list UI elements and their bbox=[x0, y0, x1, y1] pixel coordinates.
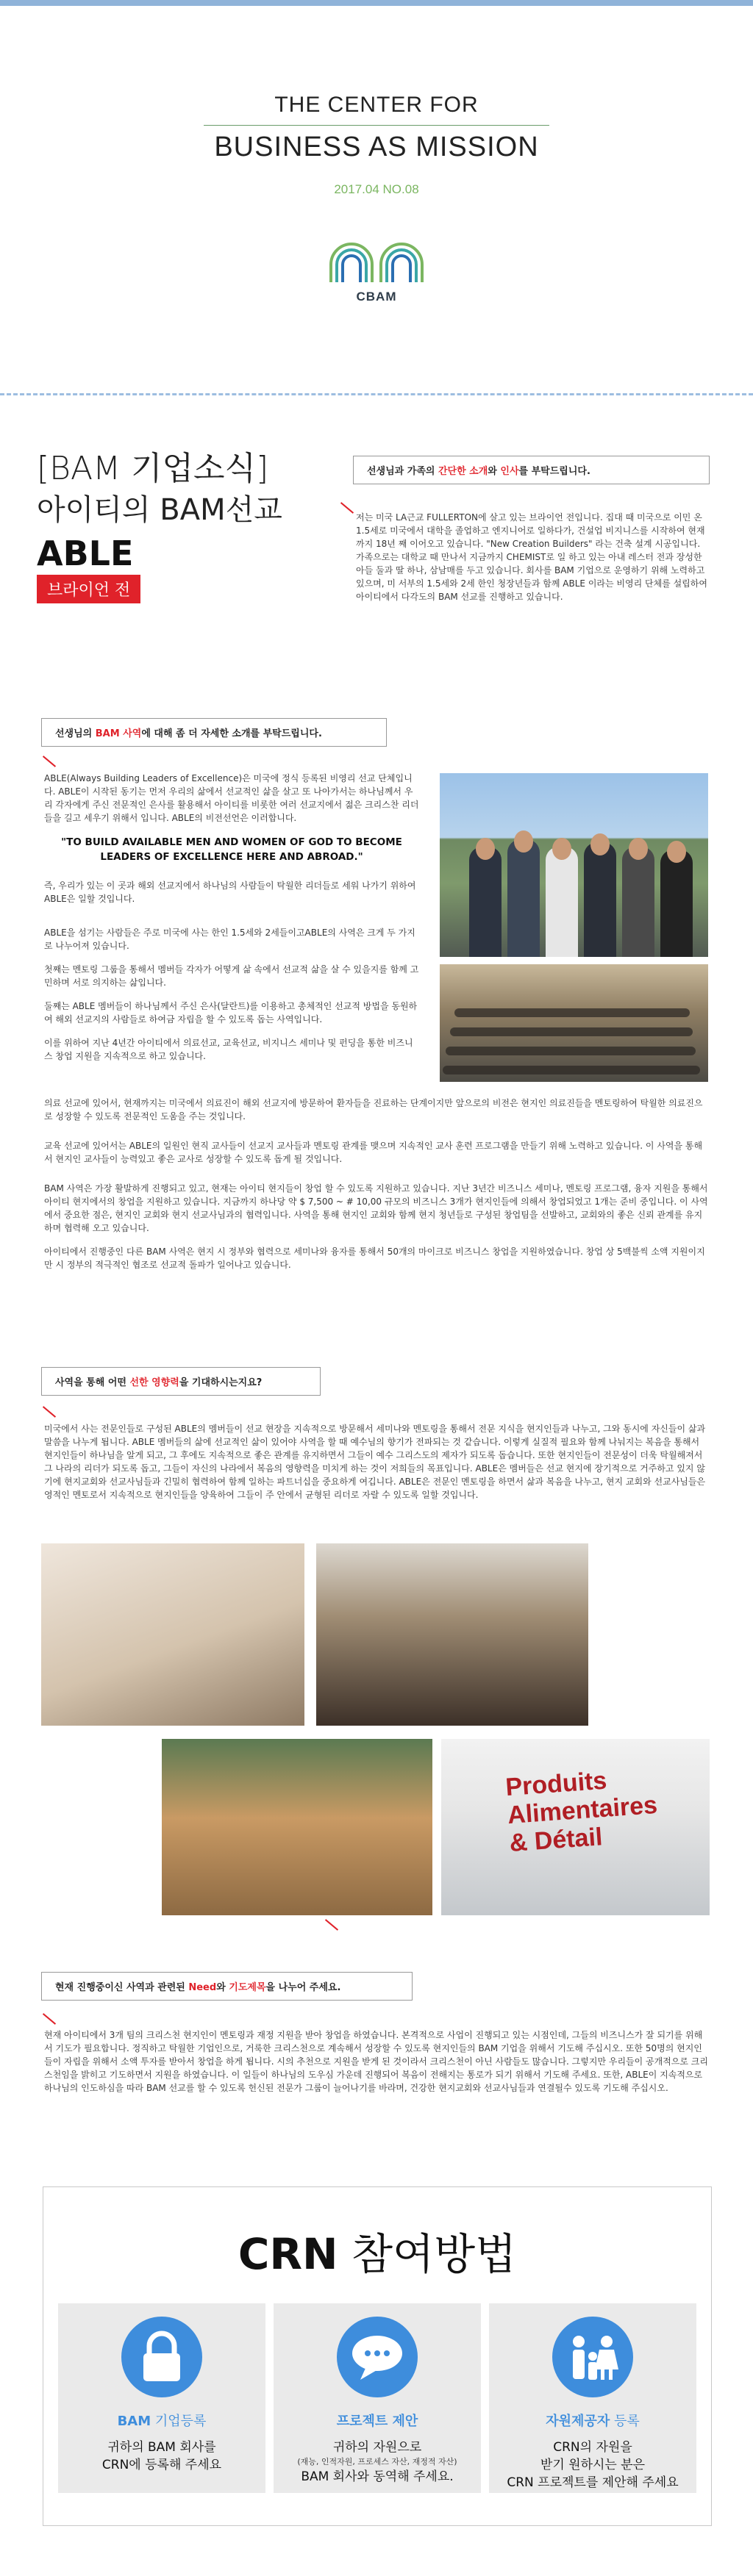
answer-1 bbox=[356, 511, 709, 614]
red-slash-mark bbox=[325, 1919, 338, 1931]
card-description: 귀하의 자원으로 (재능, 인적자원, 프로세스 자산, 재정적 자산) BAM 회사와 동역해 주세요. bbox=[297, 2440, 457, 2484]
card-title: 자원제공자 등록 bbox=[546, 2414, 640, 2429]
crn-title bbox=[43, 2220, 711, 2281]
issue-number: 2017.04 NO.08 bbox=[334, 182, 419, 196]
article-category: [BAM 기업소식] bbox=[37, 450, 269, 487]
question-highlight: 간단한 소개 bbox=[438, 466, 488, 477]
paragraph: 첫째는 멘토링 그룹을 통해서 멤버들 각자가 어떻게 삶 속에서 선교적 삶을 살 수 있을지를 함께 고민하며 서로 의지하는 삶입니다. bbox=[44, 964, 419, 988]
organization-name: ABLE bbox=[37, 534, 134, 573]
paragraph: 즉, 우리가 있는 이 곳과 해외 선교지에서 하나님의 사람들이 탁월한 리더들로 세워 나가기 위하여 ABLE은 일할 것입니다. bbox=[44, 880, 416, 904]
shop-sign-graphic: Produits Alimentaires & Détail bbox=[504, 1766, 659, 1857]
red-slash-mark bbox=[43, 1406, 56, 1418]
crn-card-resource-provider[interactable] bbox=[489, 2303, 696, 2493]
cbam-logo bbox=[318, 238, 435, 304]
question-highlight: BAM 사역 bbox=[95, 728, 142, 739]
dashed-divider bbox=[0, 393, 753, 395]
paragraph: 이를 위하여 지난 4년간 아이티에서 의료선교, 교육선교, 비지니스 세미나 및 펀딩을 통한 비즈니스 창업 지원을 지속적으로 하고 있습니다. bbox=[44, 1038, 413, 1061]
paragraph: 의료 선교에 있어서, 현재까지는 미국에서 의료진이 해외 선교지에 방문하여 환자들을 진료하는 단계이지만 앞으로의 비전은 현지인 의료진들을 멘토링하여 탁월한 의료진으로 성장할 수 있도록 전문적인 도움을 주는 것입니다. bbox=[44, 1098, 703, 1122]
newsletter-header bbox=[0, 6, 753, 197]
crn-card-project-proposal[interactable] bbox=[274, 2303, 481, 2493]
paragraph: 아이티에서 진행중인 다른 BAM 사역은 현지 시 정부와 협력으로 세미나와 융자를 통해서 50개의 마이크로 비즈니스 창업을 지원하였습니다. 창업 상 5백불씩 소액 지원이지만 시 정부의 적극적인 협조로 선교적 돌파가 일어나고 있습니다. bbox=[44, 1246, 705, 1270]
question-highlight: 기도제목 bbox=[229, 1982, 266, 1993]
chat-icon bbox=[337, 2317, 418, 2397]
red-slash-mark bbox=[43, 2013, 56, 2025]
answer-paragraph: 저는 미국 LA근교 FULLERTON에 살고 있는 브라이언 전입니다. 집대 때 미국으로 이민 온 1.5세로 미국에서 대학을 졸업하고 엔지니어로 일하다가, 건설업 비지니스를 시작하여 현재까지 18년 째 이어오고 있습니다. "New Creation Builders" 라는 건축 설계 시공입니다. 가족으로는 대학교 때 만나서 지금까지 CHEMIST로 일 하고 있는 아내 레스터 전과 장성한 아들 둘과 딸 하나, 삼남매를 두고 있습니다. 회사를 BAM 기업으로 운영하기 위해 노력하고 있으며, 미 서부의 1.5세와 2세 한인 청장년들과 함께 ABLE 이라는 비영리 단체를 설립하여 아이티에서 다각도의 BAM 선교를 진행하고 있습니다. bbox=[356, 512, 707, 602]
question-box-3 bbox=[41, 1367, 321, 1396]
shop-owner-photo bbox=[441, 1739, 710, 1915]
question-text: 선생님의 bbox=[55, 728, 96, 739]
question-text: 현재 진행중이신 사역과 관련된 bbox=[55, 1982, 189, 1993]
red-slash-mark bbox=[43, 756, 56, 767]
lecture-photo bbox=[41, 1543, 304, 1726]
crn-title-light: 참여방법 bbox=[338, 2229, 517, 2279]
question-highlight: Need bbox=[188, 1982, 217, 1993]
card-title: 프로젝트 제안 bbox=[336, 2414, 418, 2429]
paragraph: 둘째는 ABLE 멤버들이 하나님께서 주신 은사(달란트)를 이용하고 총체적인 선교적 방법을 동원하여 해외 선교지의 사람들로 하여금 자립을 할 수 있도록 돕는 사역입니다. bbox=[44, 1001, 418, 1025]
question-highlight: 인사 bbox=[500, 466, 519, 477]
header-line2: BUSINESS AS MISSION bbox=[214, 132, 539, 162]
paragraph: ABLE(Always Building Leaders of Excellence)은 미국에 정식 등록된 비영리 선교 단체입니다. ABLE이 시작된 동기는 먼저 우리의 삶에서 선교적인 삶을 살고 또 나아가서는 하나님께서 우리 각자에게 주신 전문적인 은사를 활용해서 아이티를 비롯한 여러 선교지에서 젊은 크리스찬 리더들을 길고 세우기 위해서 입니다. ABLE의 비전선언은 이러합니다. bbox=[44, 773, 419, 823]
question-text: 와 bbox=[216, 1982, 229, 1993]
question-text: 을 기대하시는지요? bbox=[179, 1377, 263, 1388]
section2-wide-text bbox=[44, 1097, 710, 1282]
article-title-block bbox=[37, 448, 346, 603]
card-description: 귀하의 BAM 회사를 CRN에 등록해 주세요 bbox=[101, 2440, 222, 2472]
question-text: 사역을 통해 어떤 bbox=[55, 1377, 130, 1388]
family-icon bbox=[552, 2317, 633, 2397]
crn-participation-box bbox=[43, 2186, 712, 2526]
header-line1: THE CENTER FOR bbox=[274, 93, 479, 117]
lock-icon bbox=[121, 2317, 202, 2397]
team-group-photo bbox=[440, 773, 708, 957]
paragraph: 미국에서 사는 전문인들로 구성된 ABLE의 멤버들이 선교 현장을 지속적으로 방문해서 세미나와 멘토링을 통해서 전문 지식을 현지인들과 나누고, 그와 동시에 자신들이 삶과 말씀을 나누게 됩니다. ABLE 멤버들의 삶에 선교적인 삶이 있어야 사역을 할 때 예수님의 향기가 전파되는 것 같습니다. 이렇게 실질적 필요와 함께 나눠지는 복음을 통해서 현지인들이 하나님을 알게 되고, 그 후에도 지속적으로 좋은 관계를 유지하면서 그들이 예수 그리스도의 제자가 되도록 돕습니다. 또한 현지인들이 전문성이 더욱 탁월해져서 그 나라의 리더가 되도록 돕고, 그들이 자신의 나라에서 복음의 영향력을 미치게 하는 것이 저희들의 목표입니다. ABLE은 멤버들은 선교 현지에 장기적으로 거주하고 있지 않기에 현지교회와 선교사님들과 긴밀히 협력하여 함께 일하는 파트너십을 중요하게 여깁니다. ABLE은 전문인 멘토링을 하면서 삶과 복음을 나누고, 현지 교회와 선교사님들은 영적인 멘토로서 지속적으로 현지인들을 양육하여 그들이 주 안에서 균형된 리더로 자랄 수 있도록 일할 것입니다. bbox=[44, 1424, 706, 1500]
seminar-room-photo bbox=[440, 964, 708, 1082]
question-box-2 bbox=[41, 718, 387, 747]
question-highlight: 선한 영향력 bbox=[129, 1377, 179, 1388]
author-badge: 브라이언 전 bbox=[37, 575, 140, 603]
section3-text bbox=[44, 1422, 710, 1512]
card-title: BAM 기업등록 bbox=[117, 2414, 207, 2429]
card-description: CRN의 자원을 받기 원하시는 분은 CRN 프로젝트를 제안해 주세요 bbox=[507, 2440, 679, 2490]
question-text: 와 bbox=[488, 466, 501, 477]
paragraph: BAM 사역은 가장 활발하게 진행되고 있고, 현재는 아이티 현지들이 창업 할 수 있도록 지원하고 있습니다. 지난 3년간 비즈니스 세미나, 멘토링 프로그램, 융자 지원을 통해서 아이티 현지에서의 창업을 지원하고 있습니다. 지금까지 하나당 약 $ 7,500 ~ # 10,00 규모의 비즈니스 3개가 현지인들에 의해서 창업되었고 1개는 준비 중입니다. 이 사역에서 중요한 점은, 현지인 교회와 현지 선교사님과의 협력입니다. 사역을 통해 현지인 교회와 함께 현지 청년들로 구성된 창업팀을 선발하고, 교회와의 좋은 신뢰 관계를 유지하며 협력해 오고 있습니다. bbox=[44, 1183, 708, 1233]
question-box-4 bbox=[41, 1972, 413, 2001]
header-rule bbox=[204, 125, 549, 126]
section2-text-column bbox=[44, 772, 419, 1073]
paragraph: 현재 아이티에서 3개 팀의 크리스천 현지인이 멘토링과 재정 지원을 받아 창업을 하였습니다. 본격적으로 사업이 진행되고 있는 시점인데, 그들의 비즈니스가 잘 되기를 위해서 기도가 필요합니다. 정직하고 탁월한 기업인으로, 거룩한 크리스천으로 계속해서 성장할 수 있도록 현지인들의 BAM 기업을 위해서 기도해 주십시오. 또한 50명의 현지인들이 자립을 위해서 소액 투자를 받아서 창업을 하게 됩니다. 시의 추천으로 지원을 받게 된 것이라서 크리스천이 아닌 사람들도 많습니다. 그렇지만 우리들이 공개적으로 크리스천임을 밝히고 기도하면서 지원을 하였습니다. 이 일들이 하나님의 도우심 가운데 진행되어 복음이 전해지는 통로가 되기 위해서 기도해 주세요. 또한, ABLE이 지속적으로 하나님의 인도하심을 따라 BAM 선교를 할 수 있도록 헌신된 전문가 그룹이 늘어나기를 바라며, 건강한 현지교회와 선교사님들과 연결될수 있도록 기도해 주십시오. bbox=[44, 2030, 708, 2093]
question-text: 를 부탁드립니다. bbox=[518, 466, 590, 477]
paragraph: 교육 선교에 있어서는 ABLE의 일원인 현직 교사들이 선교지 교사들과 멘토링 관계를 맺으며 지속적인 교사 훈련 프로그램을 만들기 위해 노력하고 있습니다. 이 사역을 통해서 현지인 교사들이 능력있고 좋은 교사로 성장할 수 있도록 돕게 될 것입니다. bbox=[44, 1141, 703, 1164]
logo-text: CBAM bbox=[356, 290, 397, 304]
audience-photo bbox=[316, 1543, 588, 1726]
top-accent-bar bbox=[0, 0, 753, 6]
paragraph: ABLE을 섬기는 사람들은 주로 미국에 사는 한인 1.5세와 2세들이고ABLE의 사역은 크게 두 가지로 나누어져 있습니다. bbox=[44, 928, 415, 951]
question-box-1 bbox=[353, 456, 710, 484]
vision-quote: "TO BUILD AVAILABLE MEN AND WOMEN OF GOD TO BECOME LEADERS OF EXCELLENCE HERE AND ABROAD." bbox=[61, 836, 402, 863]
crn-title-bold: CRN bbox=[238, 2229, 338, 2279]
crn-card-company-register[interactable] bbox=[58, 2303, 265, 2493]
cbam-arches-icon bbox=[325, 238, 428, 284]
question-text: 선생님과 가족의 bbox=[367, 466, 438, 477]
article-title: 아이티의 BAM선교 bbox=[37, 493, 282, 527]
two-men-photo bbox=[162, 1739, 432, 1915]
question-text: 을 나누어 주세요. bbox=[265, 1982, 341, 1993]
question-text: 에 대해 좀 더 자세한 소개를 부탁드립니다. bbox=[141, 728, 322, 739]
section4-text bbox=[44, 2028, 710, 2105]
